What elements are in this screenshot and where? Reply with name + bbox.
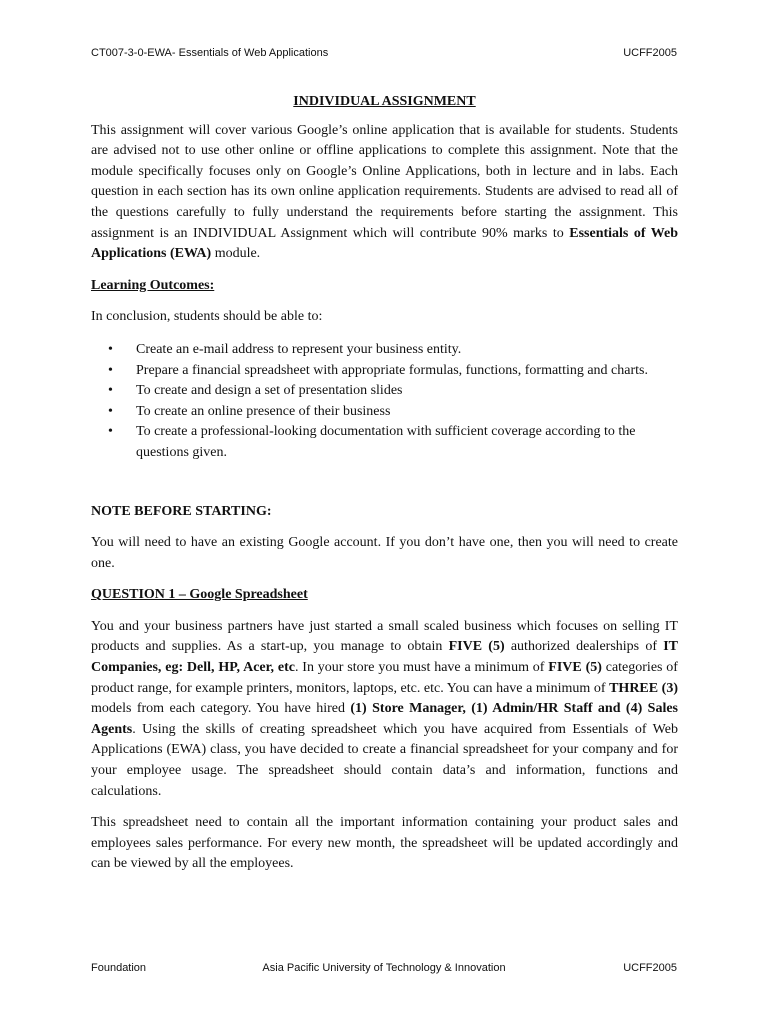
question1-paragraph	[91, 617, 678, 802]
bullet-icon: •	[108, 403, 113, 419]
list-item	[108, 381, 678, 402]
q1-text-e: categories of product range, for example printers, monitors, laptops, etc. etc. You can have a minimum of	[91, 660, 678, 696]
q1-text-f: models from each category. You have hired	[91, 701, 351, 717]
list-item	[108, 402, 678, 423]
note-paragraph: You will need to have an existing Google account. If you don’t have one, then you will need to create one.	[91, 535, 678, 571]
bullet-icon: •	[108, 362, 113, 378]
page-title: INDIVIDUAL ASSIGNMENT	[293, 94, 476, 109]
q1-text-d: . In your store you must have a minimum of	[294, 660, 549, 676]
q1-bold-companies: IT Companies, eg: Dell, HP, Acer, etc	[91, 639, 678, 676]
q1-text-c: authorized dealerships of	[504, 639, 664, 655]
list-item	[108, 422, 678, 463]
q1-bold-five: FIVE (5)	[448, 639, 505, 655]
q1-text-g: . Using the skills of creating spreadsheet which you have acquired from Essentials of Web Applications (EWA) class, you have decided to create a financial spreadsheet for your company and for your employee usage. The spreadsheet should contain data’s and information, functions and calculations.	[91, 721, 678, 799]
q1-bold-staff: (1) Store Manager, (1) Admin/HR Staff and (4) Sales Agents	[91, 701, 678, 737]
question1-paragraph-2: This spreadsheet need to contain all the important information containing your product sales and employees sales performance. For every new month, the spreadsheet will be updated accordingly and can be viewed by all the employees.	[91, 815, 678, 872]
question1-heading: QUESTION 1 – Google Spreadsheet	[91, 587, 308, 603]
spacer	[91, 464, 678, 502]
header-code: UCFF2005	[623, 47, 677, 59]
list-item	[108, 361, 678, 382]
list-item-text: To create an online presence of their business	[136, 403, 391, 419]
q1-bold-three: THREE (3)	[609, 680, 678, 696]
bullet-icon: •	[108, 383, 113, 399]
learning-outcomes-list	[91, 340, 678, 464]
bullet-icon: •	[108, 341, 113, 357]
footer-left: Foundation	[91, 962, 147, 974]
learning-outcomes-heading: Learning Outcomes:	[91, 277, 215, 293]
learning-outcomes-lead: In conclusion, students should be able to:	[91, 309, 323, 325]
document-body	[91, 92, 678, 875]
note-heading: NOTE BEFORE STARTING:	[91, 503, 272, 519]
footer-center: Asia Pacific University of Technology & Innovation	[262, 962, 506, 974]
intro-module-name: Essentials of Web Applications (EWA)	[91, 225, 678, 262]
q1-text-a: You and your business partners have just started a small scaled business which focuses on selling IT products and supplies. As a start-up, you manage to obtain	[91, 618, 678, 655]
list-item-text: Create an e-mail address to represent your business entity.	[136, 341, 462, 357]
intro-paragraph	[91, 121, 678, 265]
list-item-text: Prepare a financial spreadsheet with appropriate formulas, functions, formatting and charts.	[136, 362, 648, 378]
intro-text: This assignment will cover various Google’s online application that is available for students. Students are advised not to use other online or offline applications to complete this assignment. Note that the module specifically focuses only on Google’s Online Applications, both in lecture and in labs. Each question in each section has its own online application requirements. Students are advised to read all of the questions carefully to fully understand the requirements before starting the assignment. This assignment is an INDIVIDUAL Assignment which will contribute 90% marks to	[91, 122, 678, 241]
q1-bold-five-categories: FIVE (5)	[548, 660, 602, 676]
list-item-text: To create and design a set of presentation slides	[136, 383, 403, 399]
bullet-icon: •	[108, 424, 113, 440]
intro-end: module.	[211, 246, 261, 262]
footer-right: UCFF2005	[623, 962, 677, 974]
header-course: CT007-3-0-EWA- Essentials of Web Applications	[91, 47, 329, 59]
list-item-text: To create a professional-looking documentation with sufficient coverage according to the questions given.	[136, 424, 636, 460]
list-item	[108, 340, 678, 361]
